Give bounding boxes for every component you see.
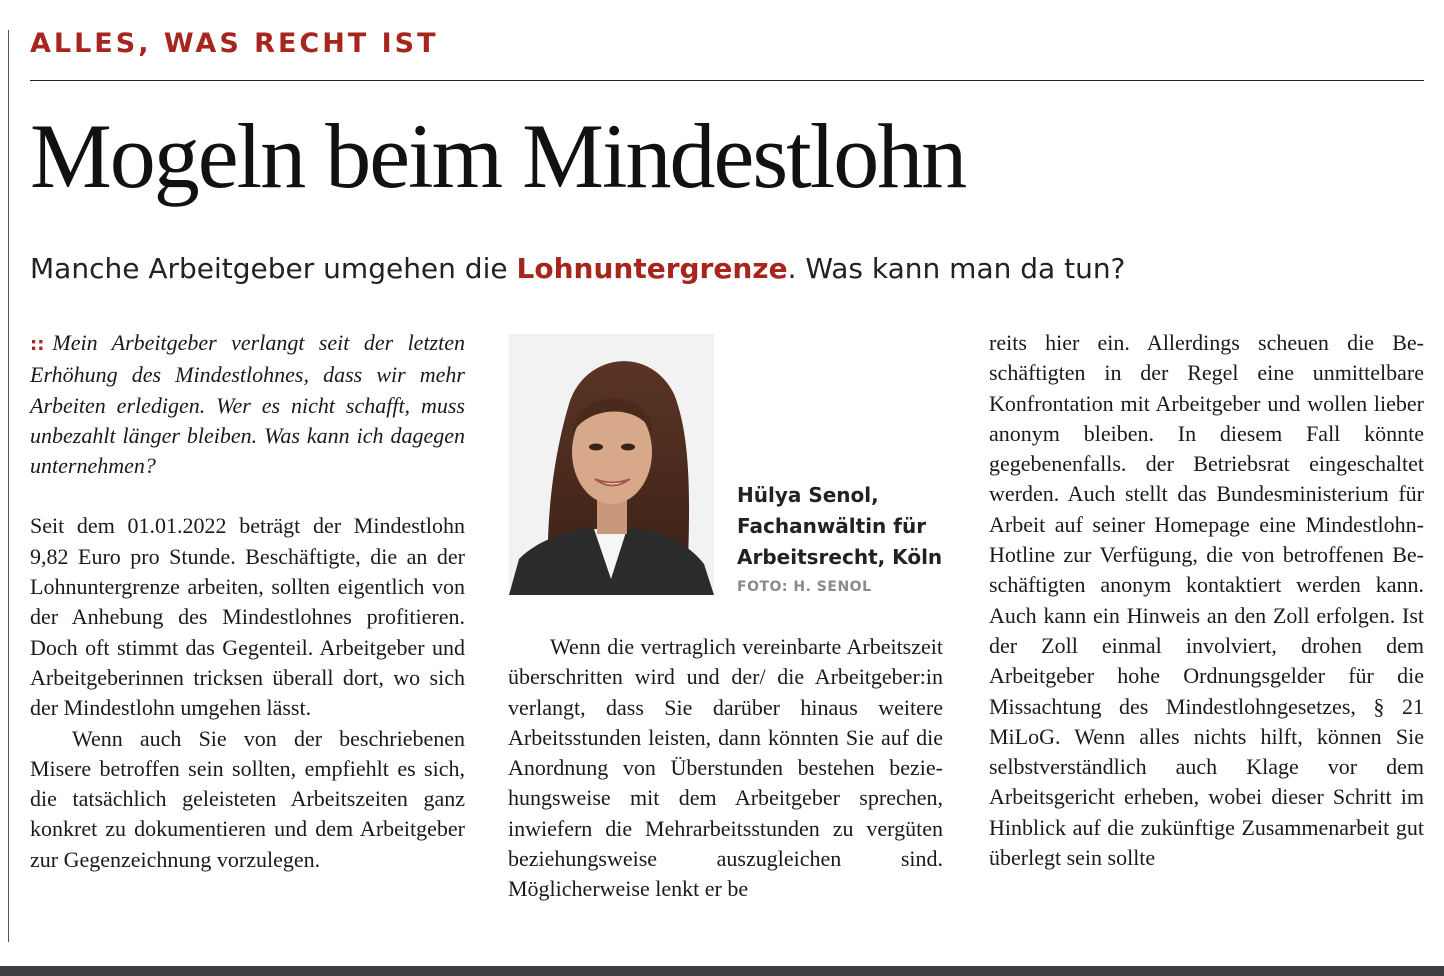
body-paragraph-1: Seit dem 01.01.2022 beträgt der Mindestlohn 9,82 Euro pro Stunde. Beschäftigte, die an der Lohnuntergrenze arbeiten, sollten eigentlich von der Anhebung des Mindestlohnes profitieren. Doch oft stimmt das Gegenteil. Arbeitgeber und Arbeitgeberinnen tricksen überall dort, wo sich der Mindestlohn umgehen lässt. — [30, 513, 465, 721]
body-paragraph-2: Wenn auch Sie von der beschriebenen Misere betroffen sein sollten, empfiehlt es sich, die tatsächlich geleisteten Arbeitszeiten ganz konkret zu dokumentieren und dem Arbeitgeber zur Gegenzeichnung vorzulegen. — [30, 725, 465, 872]
header-rule — [30, 80, 1424, 81]
subhead-text-before: Manche Arbeitgeber umgehen die — [30, 252, 517, 285]
article-subheadline — [30, 252, 1125, 285]
question-text: Mein Arbeitgeber verlangt seit der letzten Erhöhung des Mindestlohnes, dass wir mehr Arbeiten erledigen. Wer es nicht schafft, muss unbezahlt länger bleiben. Was kann ich dagegen unternehmen? — [30, 330, 465, 479]
author-caption — [737, 480, 942, 595]
subhead-text-after: . Was kann man da tun? — [787, 252, 1126, 285]
body-paragraph-4: reits hier ein. Allerdings scheuen die Beschäftigten in der Regel eine unmittelbare Konfrontation mit Arbeitgeber und wollen lieber anonym bleiben. In diesem Fall könnte gegebenenfalls. der Betriebsrat eingeschaltet werden. Auch stellt das Bundesministerium für Arbeit auf seiner Homepage eine Mindestlohn-Hotline zur Verfügung, die von betroffenen Beschäftigten anonym kontaktiert werden kann. Auch kann ein Hinweis an den Zoll erfolgen. Ist der Zoll einmal involviert, drohen dem Arbeitgeber hohe Ordnungsgelder für die Missachtung des Mindestlohngesetzes, § 21 MiLoG. Wenn alles nichts hilft, können Sie selbstverständlich auch Klage vor dem Arbeitsgericht erheben, wobei dieser Schritt im Hinblick auf die zukünftige Zusammenarbeit gut überlegt sein sollte — [989, 330, 1424, 871]
article-headline: Mogeln beim Mindestlohn — [30, 105, 966, 207]
portrait-photo-icon — [509, 334, 714, 595]
author-role-line-2: Arbeitsrecht, Köln — [737, 545, 943, 569]
reader-question — [30, 328, 465, 481]
body-paragraph-3: Wenn die vertraglich vereinbarte Arbeitszeit überschritten wird und der/ die Arbeitgeber:in verlangt, dass Sie darüber hinaus weitere Arbeitsstunden leisten, dann könnten Sie auf die Anordnung von Überstunden bestehen beziehungsweise mit dem Arbeitgeber sprechen, inwiefern die Mehrarbeitsstunden zu vergüten beziehungsweise auszugleichen sind. Möglicherweise lenkt er be — [508, 634, 943, 902]
author-name: Hülya Senol, — [737, 483, 879, 507]
article-column-1 — [30, 328, 465, 875]
author-role-line-1: Fachanwältin für — [737, 514, 927, 538]
left-margin-rule — [8, 30, 9, 942]
article-column-2 — [508, 632, 943, 905]
author-portrait — [509, 334, 714, 595]
question-marker: :: — [30, 334, 45, 355]
subhead-highlight: Lohnuntergrenze — [516, 252, 788, 285]
photo-credit: FOTO: H. SENOL — [737, 579, 872, 595]
article-column-3 — [989, 328, 1424, 873]
bottom-bar — [0, 966, 1444, 976]
section-kicker: ALLES, WAS RECHT IST — [30, 28, 439, 59]
